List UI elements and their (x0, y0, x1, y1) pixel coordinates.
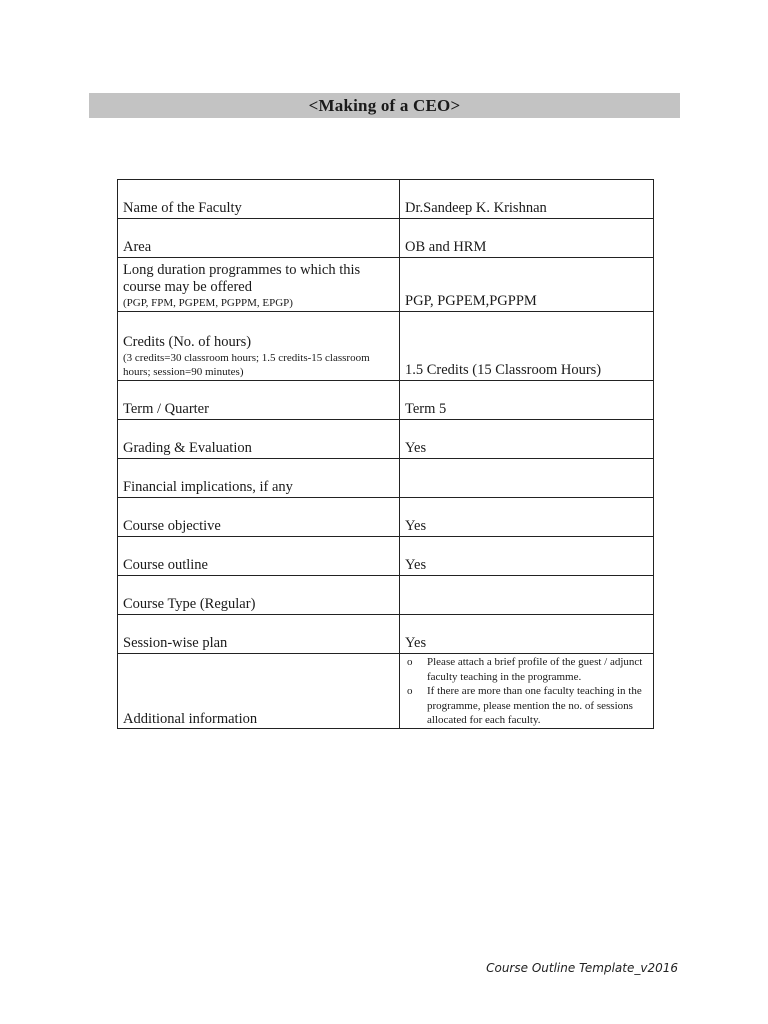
row-label: Long duration programmes to which this course may be offered (123, 262, 361, 295)
course-details-table (117, 179, 654, 729)
table-row (118, 381, 654, 420)
footer-label: Course Outline Template_v2016 (486, 961, 678, 975)
row-value-notes (400, 654, 654, 729)
row-label: Session-wise plan (118, 615, 400, 654)
list-item (405, 655, 648, 684)
table-row (118, 498, 654, 537)
note-text: If there are more than one faculty teaching in the programme, please mention the no. of sessions allocated for each faculty. (427, 685, 642, 726)
row-value: PGP, PGPEM,PGPPM (400, 258, 654, 312)
list-item (405, 684, 648, 728)
table-row (118, 312, 654, 381)
title-bar (89, 93, 680, 118)
table-row (118, 576, 654, 615)
table-row (118, 180, 654, 219)
row-value: OB and HRM (400, 219, 654, 258)
table-row (118, 459, 654, 498)
row-label: Grading & Evaluation (118, 420, 400, 459)
row-value: Yes (400, 498, 654, 537)
row-label: Course outline (118, 537, 400, 576)
row-label: Area (118, 219, 400, 258)
row-value: Yes (400, 615, 654, 654)
row-label: Term / Quarter (118, 381, 400, 420)
row-label-cell (118, 312, 400, 381)
row-label-cell (118, 258, 400, 312)
row-label: Credits (No. of hours) (123, 334, 252, 350)
table-row (118, 420, 654, 459)
row-label: Name of the Faculty (118, 180, 400, 219)
table-row (118, 615, 654, 654)
notes-list (405, 655, 648, 728)
row-label: Financial implications, if any (118, 459, 400, 498)
row-label: Course Type (Regular) (118, 576, 400, 615)
row-value: 1.5 Credits (15 Classroom Hours) (400, 312, 654, 381)
table-row (118, 258, 654, 312)
row-value (400, 459, 654, 498)
row-label: Additional information (118, 654, 400, 729)
row-value (400, 576, 654, 615)
row-value: Yes (400, 420, 654, 459)
bullet-icon: o (407, 685, 413, 697)
row-value: Term 5 (400, 381, 654, 420)
bullet-icon: o (407, 656, 413, 668)
table-row (118, 219, 654, 258)
row-label: Course objective (118, 498, 400, 537)
table-row (118, 537, 654, 576)
row-value: Dr.Sandeep K. Krishnan (400, 180, 654, 219)
row-value: Yes (400, 537, 654, 576)
note-text: Please attach a brief profile of the guest / adjunct faculty teaching in the programme. (427, 656, 643, 683)
row-label-note: (3 credits=30 classroom hours; 1.5 credits-15 classroom hours; session=90 minutes) (123, 352, 370, 378)
table-row (118, 654, 654, 729)
row-label-note: (PGP, FPM, PGPEM, PGPPM, EPGP) (123, 297, 293, 309)
document-title: <Making of a CEO> (308, 95, 461, 115)
